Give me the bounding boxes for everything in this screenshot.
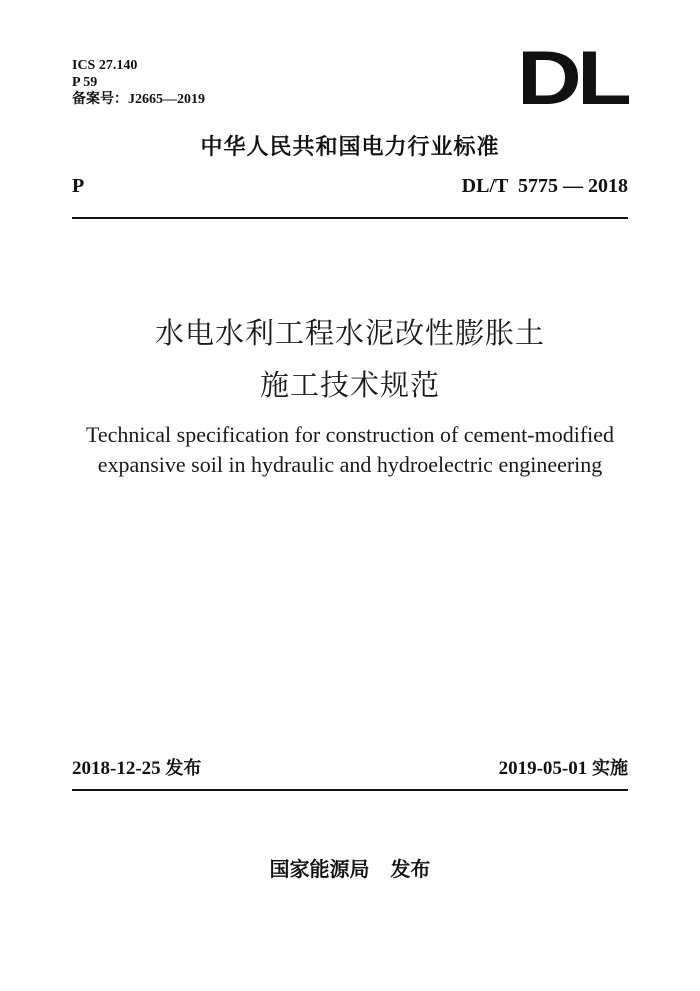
top-divider [72, 217, 628, 219]
implement-date-block [499, 754, 628, 780]
bottom-divider [72, 789, 628, 791]
filing-number: 备案号：J2665—2019 [72, 92, 205, 107]
title-cn-line1: 水电水利工程水泥改性膨胀土 [154, 316, 545, 350]
ics-code: ICS 27.140 [72, 58, 138, 73]
dl-logo: DL [517, 36, 628, 121]
title-en-line1: Technical specification for construction of cement-modified [85, 422, 615, 447]
issue-date-block [72, 754, 201, 780]
standard-category: 中华人民共和国电力行业标准 [200, 135, 500, 160]
title-cn-line2: 施工技术规范 [259, 368, 440, 402]
implement-date: 2019-05-01 [498, 758, 588, 779]
title-en-line2: expansive soil in hydraulic and hydroelectric engineering [97, 452, 603, 477]
p-code: P 59 [72, 75, 98, 90]
class-letter: P [72, 175, 85, 197]
publisher: 国家能源局 发布 [269, 857, 431, 881]
standard-number: DL/T 5775 — 2018 [461, 175, 628, 197]
issue-label: 发布 [165, 758, 202, 779]
issue-date: 2018-12-25 [72, 758, 161, 779]
implement-label: 实施 [592, 758, 628, 779]
